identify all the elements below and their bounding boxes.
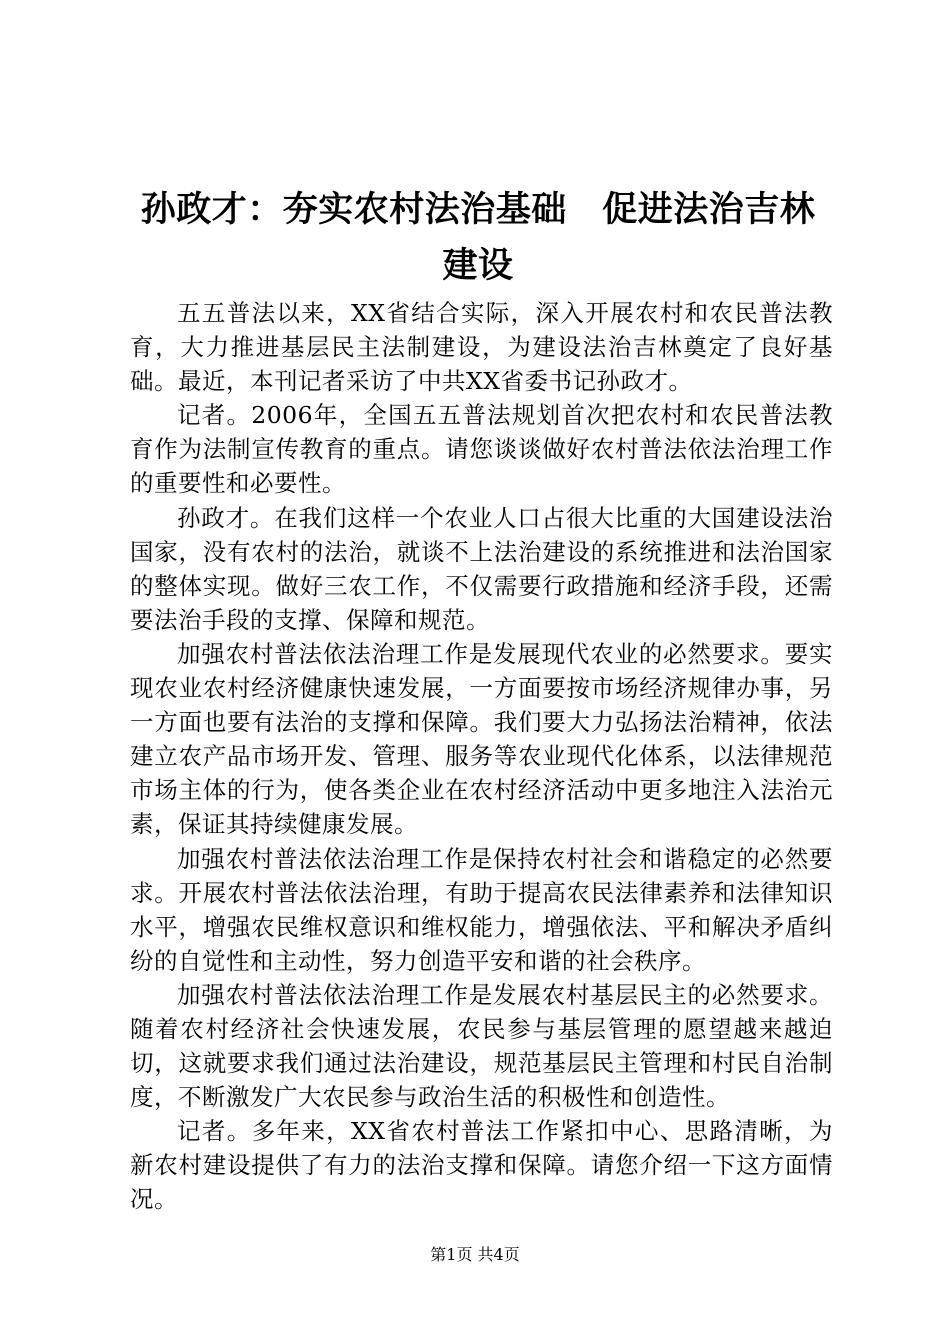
paragraph-intro: 五五普法以来，XX省结合实际，深入开展农村和农民普法教育，大力推进基层民主法制建设，为建设法治吉林奠定了良好基础。最近，本刊记者采访了中共XX省委书记孙政才。 [130,299,833,396]
article-title: 孙政才：夯实农村法治基础 促进法治吉林建设 [140,190,816,286]
paragraph-stability: 加强农村普法依法治理工作是保持农村社会和谐稳定的必然要求。开展农村普法依法治理，有助于提高农民法律素养和法律知识水平，增强农民维权意识和维权能力，增强依法、平和解决矛盾纠纷的自觉性和主动性，努力创造平安和谐的社会秩序。 [130,844,833,975]
article-body [130,296,833,1217]
paragraph-answer-1: 孙政才。在我们这样一个农业人口占很大比重的大国建设法治国家，没有农村的法治，就谈不上法治建设的系统推进和法治国家的整体实现。做好三农工作，不仅需要行政措施和经济手段，还需要法治手段的支撑、保障和规范。 [130,503,833,634]
page-footer: 第1页 共4页 [430,1245,520,1264]
paragraph-question-2: 记者。多年来，XX省农村普法工作紧扣中心、思路清晰，为新农村建设提供了有力的法治支撑和保障。请您介绍一下这方面情况。 [130,1117,833,1214]
paragraph-question-1: 记者。2006年，全国五五普法规划首次把农村和农民普法教育作为法制宣传教育的重点。请您谈谈做好农村普法依法治理工作的重要性和必要性。 [130,401,833,498]
paragraph-agriculture: 加强农村普法依法治理工作是发展现代农业的必然要求。要实现农业农村经济健康快速发展，一方面要按市场经济规律办事，另一方面也要有法治的支撑和保障。我们要大力弘扬法治精神，依法建立农产品市场开发、管理、服务等农业现代化体系，以法律规范市场主体的行为，使各类企业在农村经济活动中更多地注入法治元素，保证其持续健康发展。 [130,639,833,839]
paragraph-democracy: 加强农村普法依法治理工作是发展农村基层民主的必然要求。随着农村经济社会快速发展，农民参与基层管理的愿望越来越迫切，这就要求我们通过法治建设，规范基层民主管理和村民自治制度，不断激发广大农民参与政治生活的积极性和创造性。 [130,980,833,1112]
